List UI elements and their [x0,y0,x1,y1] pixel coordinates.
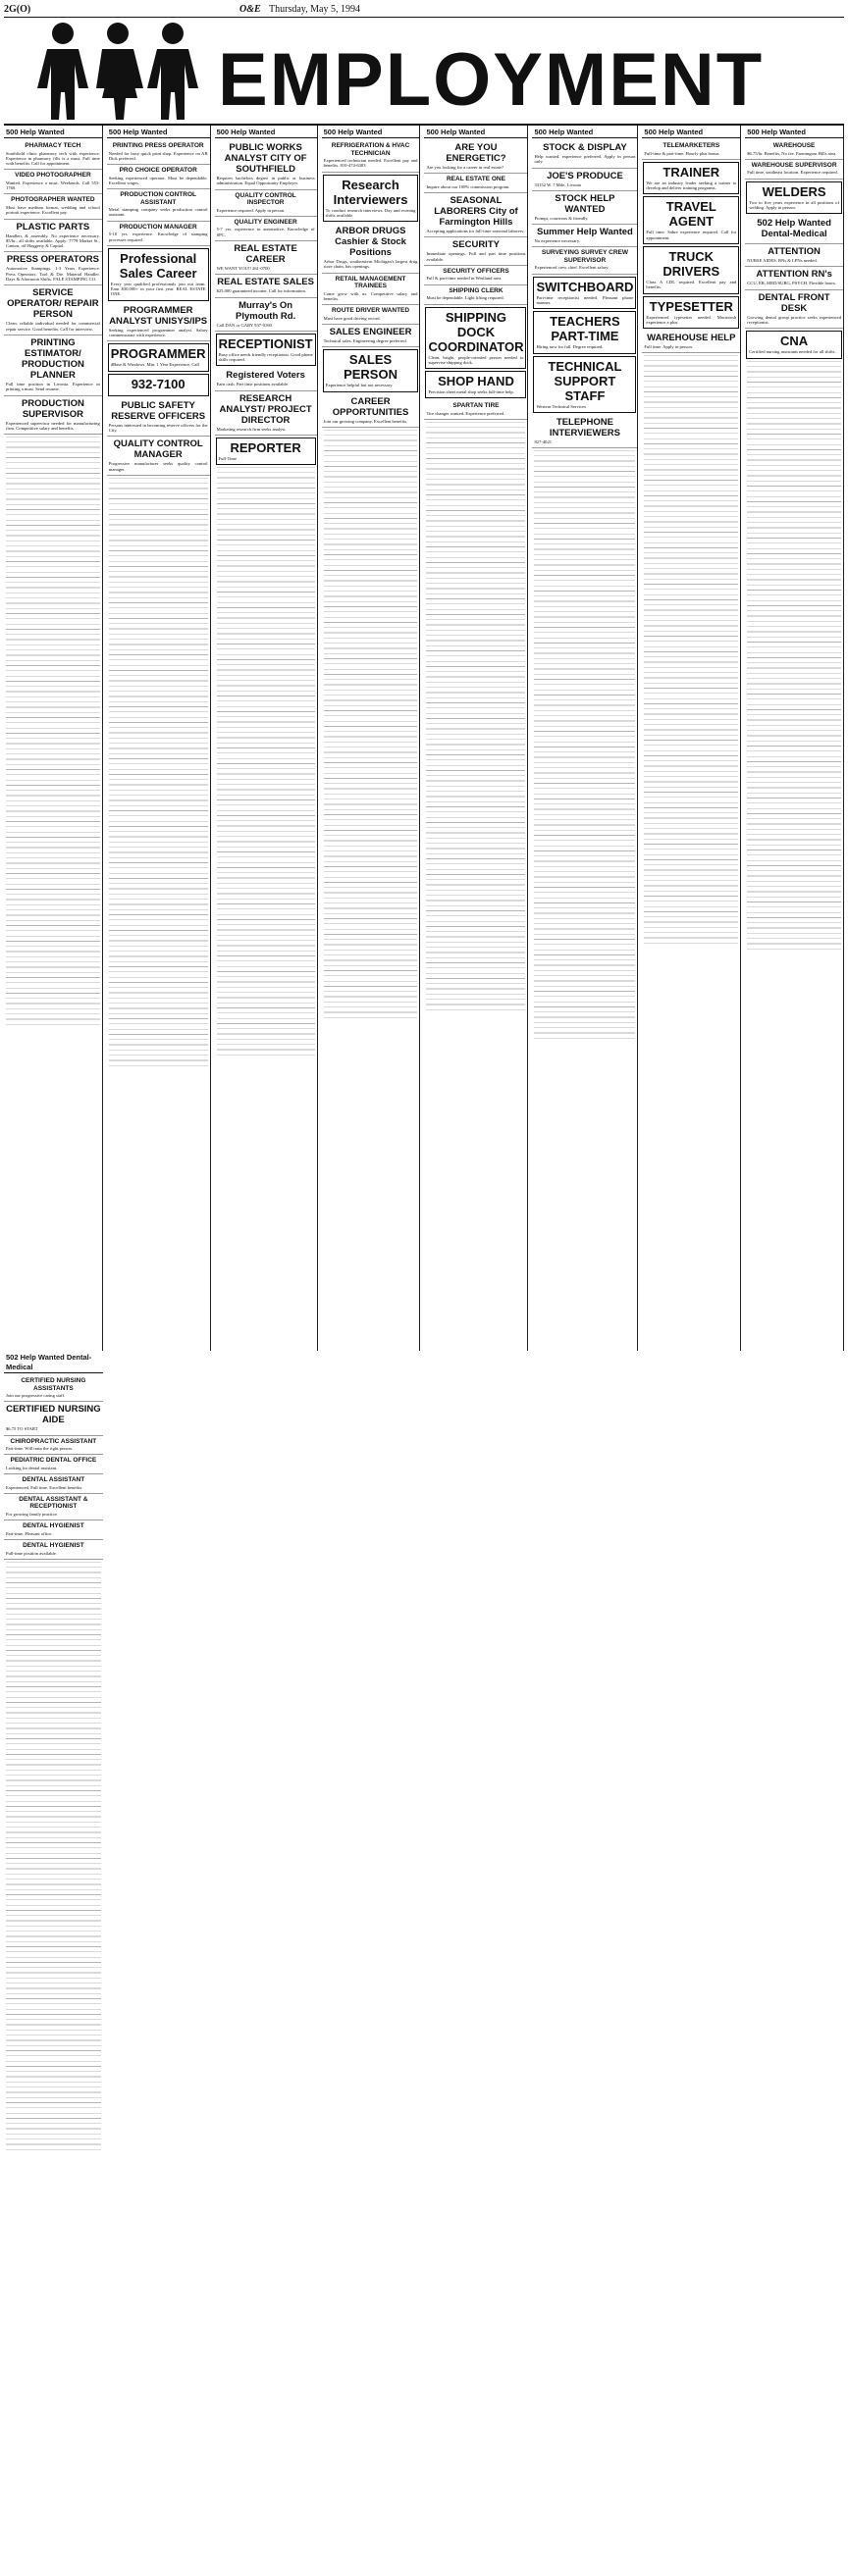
classified-ad [107,222,210,246]
ad-headline: TYPESETTER [649,298,733,314]
ad-body: WE WANT YOU!! 261-0700 [216,265,270,271]
classified-ad [745,290,843,330]
ad-body: Seeking experienced programmer analyst. Salary commensurate with experience. [108,327,208,338]
ad-headline: PRINTING ESTIMATOR/ PRODUCTION PLANNER [21,336,84,381]
ad-body: Seeking experienced operator. Must be dependable. Excellent wages. [108,175,208,185]
ad-headline: WAREHOUSE [772,142,816,149]
ad-headline: TELEPHONE INTERVIEWERS [549,416,620,438]
classified-ad [533,356,636,413]
classified-ad [107,437,210,476]
classified-ad [745,244,843,267]
people-figures-logo [24,20,216,122]
issue-date: Thursday, May 5, 1994 [269,4,360,15]
ad-headline: TEACHERS PART-TIME [550,314,620,344]
classified-ad [216,334,316,367]
ad-headline: STOCK & DISPLAY [543,142,627,153]
ad-headline: DENTAL FRONT DESK [758,291,830,314]
ad-headline: 502 Help Wanted Dental-Medical [757,218,831,240]
classified-column [642,126,741,1351]
ad-headline: ATTENTION [768,246,821,258]
classified-ad [107,303,210,342]
section-title: EMPLOYMENT [218,38,765,122]
classified-ad [4,1436,103,1456]
ad-headline: ARBOR DRUGS Cashier & Stock Positions [335,226,406,259]
ad-headline: TELEMARKETERS [662,142,720,149]
ad-headline: VIDEO PHOTOGRAPHER [15,172,91,180]
column-heading: 500 Help Wanted [532,128,637,138]
classified-ad [322,274,420,306]
ad-headline: DENTAL HYGIENIST [23,1522,84,1530]
ad-headline: SALES PERSON [344,352,398,383]
ad-headline: SECURITY [451,239,500,251]
ad-body: Experience required. Apply in person. [216,207,286,213]
ad-headline: ATTENTION RN's [756,269,832,281]
ad-body: Clean, reliable individual needed for commercial repair service. Good benefits. Call for interview. [6,321,100,332]
classified-ad [425,307,526,370]
classified-ad [4,220,102,253]
ad-body: Experienced technician needed. Excellent pay and benefits. 810-474-6383 [323,158,418,169]
ad-headline: PUBLIC SAFETY RESERVE OFFICERS [111,399,206,422]
ad-headline: PHOTOGRAPHER WANTED [11,196,95,204]
ad-body: Are you looking for a career in real estate? [426,165,504,170]
ad-body: Come grow with us. Competitive salary and benefits. [323,290,418,302]
ad-headline: REAL ESTATE ONE [446,176,505,183]
ad-headline: PRINTING PRESS OPERATOR [112,142,204,149]
page-header [4,4,844,18]
classified-ad [532,191,637,225]
classified-column [107,126,211,1351]
classified-ad [108,248,209,301]
classified-ad [425,371,526,398]
ad-headline: Murray's On Plymouth Rd. [235,299,296,322]
ad-headline: REPORTER [230,440,301,456]
small-print-text [534,450,635,1039]
ad-headline: SWITCHBOARD [536,279,634,294]
classified-ad [532,415,637,448]
ad-headline: SPARTAN TIRE [452,402,500,410]
classified-column [322,126,421,1351]
ad-body: $6.75 TO START [6,1426,38,1432]
ad-body: For growing family practice. [6,1511,58,1517]
ad-body: Tire changer wanted. Experience preferred. [426,410,505,416]
ad-headline: PUBLIC WORKS ANALYST CITY OF SOUTHFIELD [224,142,307,175]
classified-ad [4,1474,103,1494]
ad-body: Experienced. Full time. Excellent benefits. [6,1484,83,1490]
ad-headline: CERTIFIED NURSING AIDE [6,1404,101,1426]
classified-ad [643,196,739,244]
ad-body: Prompt, courteous & friendly. [534,215,589,221]
classified-columns [4,124,844,1556]
column-heading: 502 Help Wanted Dental-Medical [4,1353,103,1373]
classified-ad [215,391,317,436]
classified-ad [4,285,102,335]
ad-body: Arbor Drugs, southeastern Michigan's largest drug store chain, has openings. [323,259,418,270]
ad-headline: DENTAL HYGIENIST [23,1542,84,1550]
ad-headline: PROGRAMMER ANALYST UNISYS/IPS [109,304,208,327]
ad-headline: WAREHOUSE SUPERVISOR [751,161,837,169]
ad-headline: PRO CHOICE OPERATOR [119,167,197,175]
ad-headline: SECURITY OFFICERS [443,267,509,275]
ad-body: Certified nursing assistants needed for all shifts. [749,349,836,355]
classified-ad [322,140,420,173]
small-print-text [217,467,315,1056]
classified-column [424,126,528,1351]
classified-ad [424,174,527,193]
classified-ad [746,331,842,358]
classified-ad [745,216,843,244]
ad-headline: SALES ENGINEER [329,327,412,338]
small-print-text [109,478,208,1066]
ad-body: Looking for dental assistant. [6,1465,58,1470]
classified-ad [215,275,317,297]
ad-headline: TRAINER [662,164,720,180]
classified-ad [424,285,527,305]
ad-body: Automotive Stampings. 1-3 Years Experience. Press Operators. Tool & Die. Material Handler. Days & Afternoon Shifts. FALE STAMPING CO. [6,266,100,283]
ad-headline: QUALITY ENGINEER [234,218,297,226]
ad-body: Requires bachelors degree in public or business administration. Equal Opportunity Employer. [216,176,315,186]
ad-body: Help wanted, experience preferred. Apply in person only. [534,154,636,165]
classified-ad [107,189,210,222]
classified-ad [107,165,210,189]
column-heading: 500 Help Wanted [4,128,102,138]
ad-body: $25,000 guaranteed income. Call for information. [216,288,306,294]
ad-body: To conduct research interviews. Day and evening shifts available. [325,207,416,218]
classified-ad [424,400,527,420]
ad-body: Part-time. Pleasant office. [6,1530,53,1536]
classified-ad [642,331,740,353]
paper-dateline [239,4,360,15]
classified-ad [643,296,739,330]
classified-ad [322,394,420,428]
ad-headline: RECEPTIONIST [218,335,313,351]
ad-body: Experience helpful but not necessary. [325,383,394,388]
ad-body: No experience necessary. [534,238,580,244]
ad-body: Must have good driving record. [323,315,381,321]
ad-body: Two to five years experience in all positions of welding. Apply in person. [749,199,839,210]
column-heading: 500 Help Wanted [322,128,420,138]
ad-headline: SERVICE OPERATOR/ REPAIR PERSON [7,287,99,321]
classified-column [4,1351,103,2576]
ad-headline: REAL ESTATE CAREER [234,242,297,265]
ad-body: Part-time receptionist needed. Pleasant phone manner. [536,294,634,306]
classified-ad [533,311,636,353]
classified-ad [745,267,843,289]
ad-body: Experienced crew chief. Excellent salary. [534,265,610,271]
classified-ad [107,398,210,438]
ad-body: NURSE AIDES. RNs & LPNs needed. [747,258,818,264]
ad-headline: RETAIL MANAGEMENT TRAINEES [335,275,406,290]
ad-body: dBase & Windows. Min. 1 Year Experience. Call [110,362,199,368]
classified-ad [746,181,842,215]
classified-ad [4,1520,103,1540]
ad-headline: JOE'S PRODUCE [547,170,623,181]
ad-body: Full time. Sabre experience required. Call for appointment. [646,230,737,240]
ad-headline: WAREHOUSE HELP [647,333,736,344]
ad-headline: QUALITY CONTROL INSPECTOR [235,191,296,207]
ad-body: Needed for busy quick print shop. Experience on AB Dick preferred. [108,150,208,161]
classified-ad [215,368,317,390]
classified-ad [4,1494,103,1520]
ad-body: Every year qualified professionals join our team. Earn $30,000+ in your first year. REAL ESTATE ONE. [110,281,206,297]
classified-ad [4,1540,103,1560]
ad-headline: CNA [780,334,809,349]
classified-column [745,126,844,1351]
ad-body: Marketing research firm seeks analyst. [216,426,287,432]
ad-headline: PEDIATRIC DENTAL OFFICE [10,1457,97,1465]
classified-ad [745,140,843,160]
ad-headline: CERTIFIED NURSING ASSISTANTS [21,1377,86,1392]
column-heading: 500 Help Wanted [215,128,317,138]
ad-body: 33152 W. 7 Mile, Livonia [534,181,581,187]
ad-body: Must have medium format, wedding and school portrait experience. Excellent pay. [6,204,100,216]
ad-headline: RESEARCH ANALYST/ PROJECT DIRECTOR [219,392,312,426]
classified-ad [323,175,419,223]
ad-headline: SHIPPING CLERK [449,286,504,294]
ad-body: $6.75/hr. Benefits. No fee. Farmington Hills area. [747,150,837,156]
small-print-text [426,422,525,1010]
classified-ad [216,438,316,465]
ad-headline: SHIPPING DOCK COORDINATOR [428,309,524,354]
small-print-text [6,1562,101,2150]
ad-body: Experienced typesetter needed. Macintosh experience a plus. [646,314,737,325]
classified-ad [322,325,420,347]
ad-body: Join our progressive caring staff. [6,1393,66,1398]
ad-headline: WELDERS [762,183,826,199]
classified-ad [4,252,102,285]
ad-body: Call DAN or GARY 937-0160 [216,322,272,328]
classified-ad [4,1455,103,1474]
ad-headline: TRAVEL AGENT [665,199,716,230]
ad-body: Metal stamping company seeks production control assistant. [108,207,208,218]
ad-headline: PRESS OPERATORS [6,254,99,266]
classified-ad [215,298,317,332]
classified-ad [4,396,102,436]
ad-body: Full-Time [218,456,238,462]
classified-ad [643,246,739,294]
classified-ad [108,374,209,396]
classified-ad [424,237,527,266]
classified-column [532,126,638,1351]
ad-headline: REAL ESTATE SALES [217,277,314,288]
ad-body: Busy office needs friendly receptionist. Good phone skills required. [218,351,313,363]
ad-headline: CHIROPRACTIC ASSISTANT [10,1437,97,1445]
classified-ad [215,140,317,190]
ad-headline: Registered Voters [226,370,305,382]
ad-body: 827-4021 [534,438,553,444]
ad-headline: PLASTIC PARTS [16,221,90,232]
ad-body: Part-time. Will train the right person. [6,1446,73,1452]
ad-body: Southfield clinic pharmacy tech with experience. Experience in pharmacy fills is a must. Full time with benefits. Call for appointment. [6,150,100,167]
classified-ad [4,170,102,194]
classified-ad [4,140,102,170]
ad-body: Full-time position available. [6,1550,57,1556]
ad-headline: SURVEYING SURVEY CREW SUPERVISOR [541,249,628,264]
small-print-text [644,355,738,944]
classified-ad [215,190,317,217]
classified-ad [532,225,637,247]
ad-body: Class A CDL required. Excellent pay and benefits. [646,279,737,290]
ad-body: Must be dependable. Light lifting required. [426,295,504,301]
ad-headline: CAREER OPPORTUNITIES [332,395,409,418]
section-banner [4,20,844,122]
classified-column [215,126,318,1351]
small-print-text [747,361,841,950]
classified-column [4,126,103,1351]
ad-headline: Professional Sales Career [119,250,197,281]
classified-ad [643,162,739,195]
classified-ad [322,224,420,274]
classified-ad [532,247,637,274]
ad-body: Growing dental group practice seeks experienced receptionist. [747,314,841,326]
ad-body: Experienced supervisor needed for manufacturing firm. Competitive salary and benefits. [6,420,100,431]
ad-headline: QUALITY CONTROL MANAGER [113,438,203,461]
ad-headline: STOCK HELP WANTED [555,192,615,215]
ad-headline: 932-7100 [131,376,186,391]
small-print-text [6,437,100,1025]
classified-ad [4,194,102,219]
ad-body: Progressive manufacturer seeks quality control manager. [108,461,208,472]
page-number: 2G(O) [4,4,31,15]
column-heading: 500 Help Wanted [424,128,527,138]
column-heading: 500 Help Wanted [107,128,210,138]
ad-body: Earn cash. Part time positions available. [216,382,290,387]
ad-headline: Research Interviewers [333,177,408,207]
ad-body: Precision sheet metal shop seeks full-time help. [428,389,514,395]
ad-headline: DENTAL ASSISTANT & RECEPTIONIST [19,1495,88,1511]
classified-ad [424,266,527,285]
ad-body: 5-7 yrs. experience in automotive. Knowledge of SPC. [216,227,315,237]
ad-body: Persons interested in becoming reserve officers for the City. [108,422,208,433]
ad-body: Full time position in Livonia. Experience in printing a must. Send resume. [6,381,100,392]
ad-headline: ARE YOU ENERGETIC? [446,142,506,164]
classified-ad [323,349,419,391]
ad-body: Immediate openings. Full and part time positions available. [426,251,526,262]
classified-ad [532,140,637,169]
ad-headline: REFRIGERATION & HVAC TECHNICIAN [331,142,410,157]
ad-body: Technical sales. Engineering degree preferred. [323,338,407,344]
classified-ad [424,140,527,174]
classified-ad [642,140,740,160]
classified-ad [108,343,209,371]
ad-headline: SEASONAL LABORERS City of Farmington Hills [434,195,518,229]
ad-body: Western Technical Services [536,403,586,409]
ad-body: Full time. Apply in person. [644,344,693,350]
small-print-text [324,430,418,1018]
ad-body: 5-10 yrs. experience. Knowledge of stamping processes required. [108,232,208,242]
ad-body: CCU, ER, MED/SURG, PSYCH. Flexible hours. [747,281,836,286]
classified-ad [745,160,843,180]
classified-ad [4,335,102,396]
ad-headline: TRUCK DRIVERS [662,248,720,279]
column-heading: 500 Help Wanted [642,128,740,138]
ad-body: Join our growing company. Excellent benefits. [323,418,408,424]
paper-name: O&E [239,4,261,15]
ad-headline: SHOP HAND [438,374,514,389]
ad-body: Full & part-time needed in Westland area. [426,276,503,282]
classified-ad [215,217,317,241]
classified-ad [533,277,636,310]
ad-body: Full time, southeast location. Experience required. [747,170,838,176]
ad-body: Inquire about our 100% commission program. [426,183,510,189]
ad-body: Full-time & part-time. Hourly plus bonus. [644,150,720,156]
classified-ad [532,169,637,191]
classified-ad [107,140,210,165]
classified-ad [4,1402,103,1435]
ad-body: We are an industry leader seeking a trainer to develop and deliver training programs. [646,180,737,191]
ad-body: Clean, bright, people-oriented person needed to supervise shipping dock. [428,354,524,365]
ad-headline: PRODUCTION SUPERVISOR [21,397,84,420]
classified-ad [322,305,420,325]
classified-ad [4,1375,103,1402]
ad-body: Hiring now for fall. Degree required. [536,344,604,350]
ad-headline: TECHNICAL SUPPORT STAFF [548,358,622,403]
ad-headline: PROGRAMMER [110,346,206,362]
ad-headline: ROUTE DRIVER WANTED [331,307,410,315]
ad-body: Wanted. Experience a must. Weekends. Call 553-1760. [6,180,100,191]
ad-headline: PRODUCTION CONTROL ASSISTANT [120,191,196,206]
ad-body: Handlers & assembly. No experience necessary. $5/hr., all shifts available. Apply: 7779 Market St., Canton, off Haggerty & Capital. [6,232,100,249]
classified-ad [424,193,527,237]
column-heading: 500 Help Wanted [745,128,843,138]
ad-body: Accepting applications for full-time seasonal laborers. [426,229,525,234]
ad-headline: PHARMACY TECH [25,142,81,149]
classified-ad [215,241,317,275]
ad-headline: Summer Help Wanted [537,227,633,238]
ad-headline: DENTAL ASSISTANT [22,1476,85,1484]
ad-headline: PRODUCTION MANAGER [119,223,197,231]
